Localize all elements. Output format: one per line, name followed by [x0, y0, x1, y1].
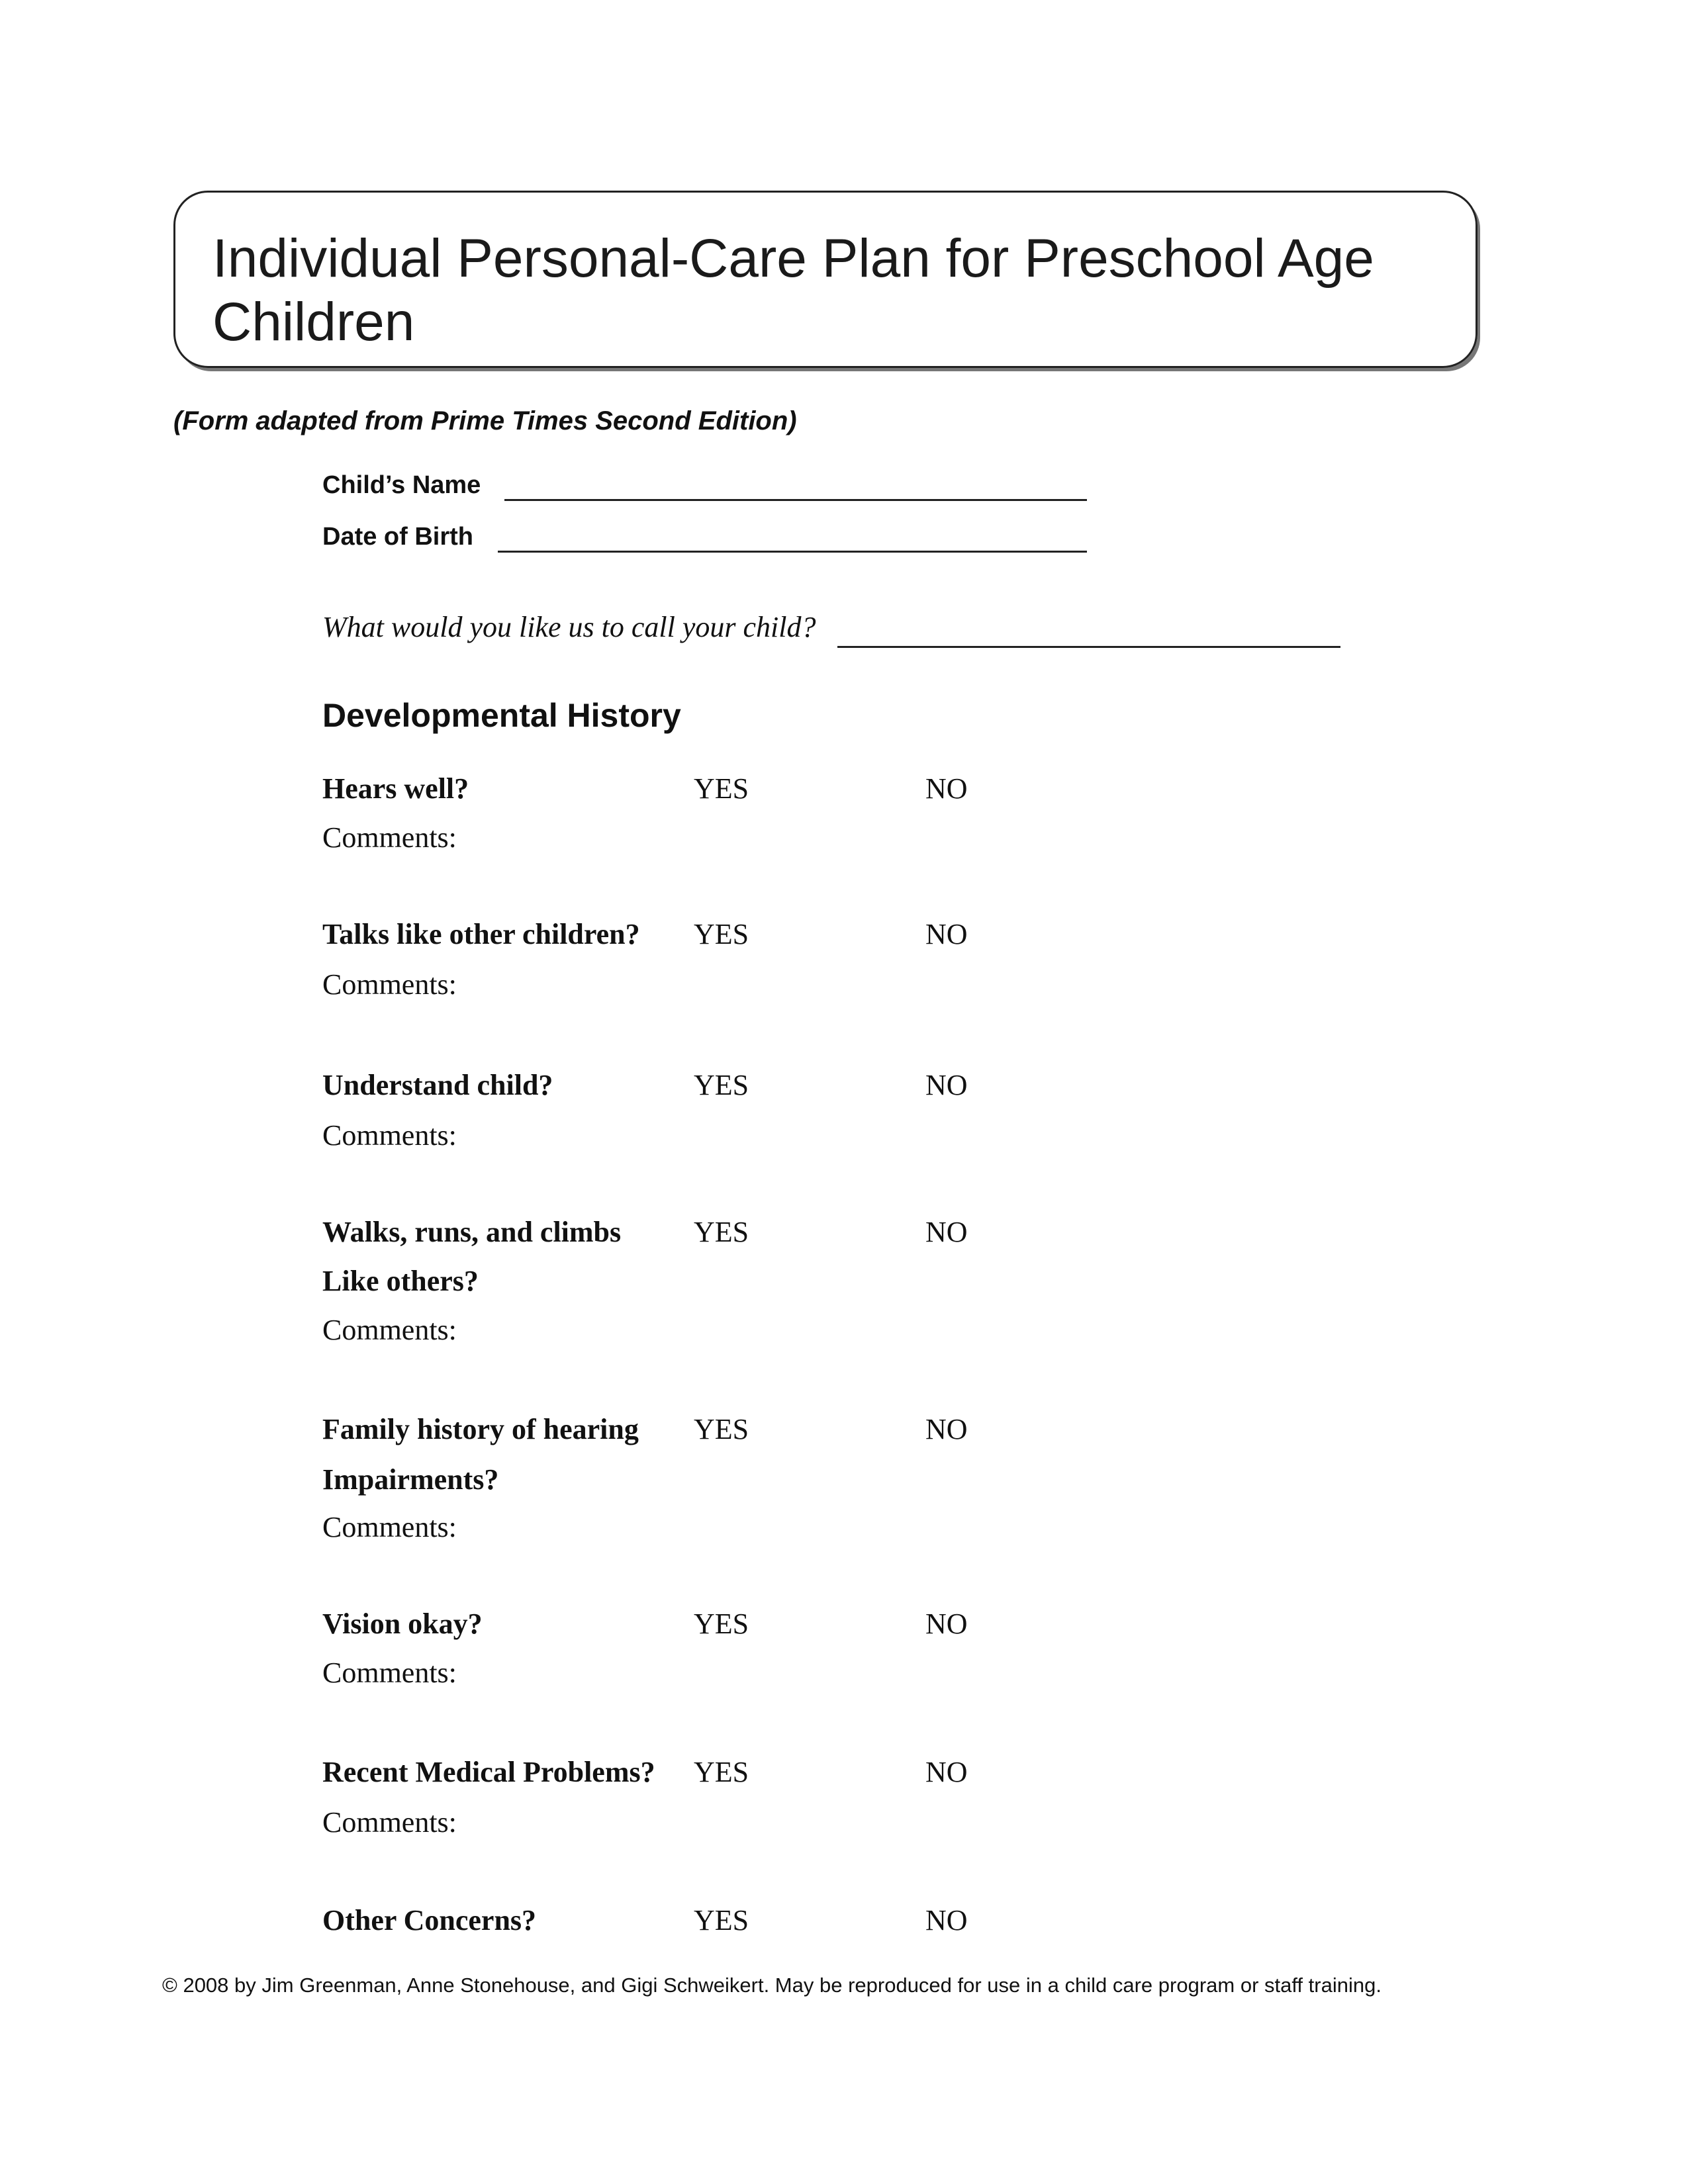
question-label-continued: Impairments? [322, 1463, 499, 1496]
no-option[interactable]: NO [925, 1216, 968, 1248]
no-option[interactable]: NO [925, 1904, 968, 1936]
nickname-question: What would you like us to call your child? [322, 611, 816, 643]
yes-option[interactable]: YES [694, 1069, 749, 1101]
question-label: Recent Medical Problems? [322, 1756, 655, 1788]
childs-name-field [322, 471, 481, 500]
yes-option[interactable]: YES [694, 1216, 749, 1248]
yes-option[interactable]: YES [694, 1413, 749, 1445]
no-option[interactable]: NO [925, 1756, 968, 1788]
date-of-birth-input-line[interactable] [498, 551, 1087, 553]
comments-label: Comments: [322, 821, 457, 854]
question-label-continued: Like others? [322, 1265, 479, 1297]
question-label: Walks, runs, and climbs [322, 1216, 622, 1248]
form-source-note: (Form adapted from Prime Times Second Edition) [173, 406, 797, 435]
comments-label: Comments: [322, 1511, 457, 1543]
childs-name-label: Child’s Name [322, 471, 481, 499]
comments-label: Comments: [322, 1314, 457, 1346]
title-box [173, 191, 1477, 368]
no-option[interactable]: NO [925, 1413, 968, 1445]
date-of-birth-field [322, 523, 473, 551]
no-option[interactable]: NO [925, 772, 968, 805]
comments-label: Comments: [322, 1119, 457, 1152]
comments-label: Comments: [322, 1657, 457, 1689]
section-heading: Developmental History [322, 697, 681, 734]
no-option[interactable]: NO [925, 918, 968, 950]
nickname-field [322, 610, 816, 644]
question-label: Talks like other children? [322, 918, 640, 950]
yes-option[interactable]: YES [694, 918, 749, 950]
question-label: Vision okay? [322, 1608, 483, 1640]
nickname-input-line[interactable] [837, 646, 1340, 648]
yes-option[interactable]: YES [694, 772, 749, 805]
copyright-footer: © 2008 by Jim Greenman, Anne Stonehouse, and Gigi Schweikert. May be reproduced for use in a child care program or staff training. [162, 1974, 1382, 1997]
yes-option[interactable]: YES [694, 1608, 749, 1640]
yes-option[interactable]: YES [694, 1904, 749, 1936]
comments-label: Comments: [322, 968, 457, 1001]
comments-label: Comments: [322, 1806, 457, 1839]
yes-option[interactable]: YES [694, 1756, 749, 1788]
question-label: Other Concerns? [322, 1904, 537, 1936]
question-label: Understand child? [322, 1069, 553, 1101]
page-title: Individual Personal-Care Plan for Preschool Age Children [212, 228, 1374, 352]
question-label: Family history of hearing [322, 1413, 639, 1445]
no-option[interactable]: NO [925, 1069, 968, 1101]
no-option[interactable]: NO [925, 1608, 968, 1640]
date-of-birth-label: Date of Birth [322, 523, 473, 551]
question-label: Hears well? [322, 772, 469, 805]
childs-name-input-line[interactable] [504, 499, 1087, 501]
